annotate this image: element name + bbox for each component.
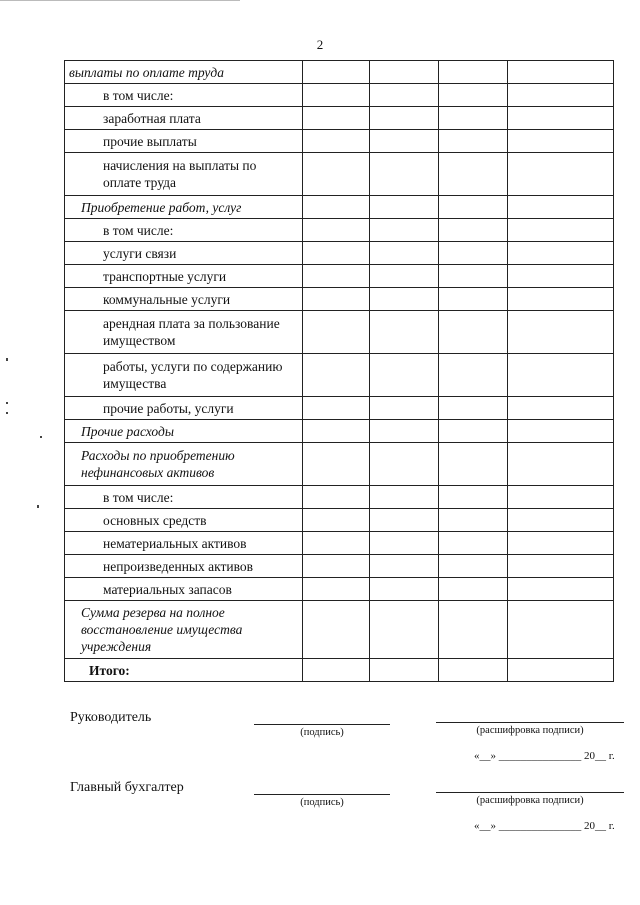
table-row [65,130,614,153]
value-cell[interactable] [303,265,370,288]
table-row [65,555,614,578]
value-cell[interactable] [370,153,439,196]
value-cell[interactable] [370,532,439,555]
table-row [65,578,614,601]
table-row [65,265,614,288]
row-label: транспортные услуги [65,265,303,288]
value-cell[interactable] [370,196,439,219]
row-label: материальных запасов [65,578,303,601]
value-cell[interactable] [303,532,370,555]
row-label: заработная плата [65,107,303,130]
table-row [65,532,614,555]
table-row [65,311,614,354]
value-cell[interactable] [439,532,508,555]
value-cell[interactable] [439,107,508,130]
value-cell[interactable] [439,578,508,601]
table-row [65,107,614,130]
value-cell[interactable] [439,443,508,486]
value-cell[interactable] [439,397,508,420]
row-label: Итого: [65,659,303,682]
value-cell[interactable] [303,288,370,311]
row-label: непроизведенных активов [65,555,303,578]
value-cell[interactable] [439,153,508,196]
value-cell[interactable] [508,578,614,601]
value-cell[interactable] [439,311,508,354]
value-cell[interactable] [370,84,439,107]
chief-accountant-decoding-line[interactable] [436,792,624,793]
value-cell[interactable] [508,532,614,555]
table-row [65,219,614,242]
table-row [65,153,614,196]
table-row [65,288,614,311]
value-cell[interactable] [370,107,439,130]
value-cell[interactable] [370,578,439,601]
table-row [65,509,614,532]
value-cell[interactable] [508,420,614,443]
value-cell[interactable] [370,555,439,578]
value-cell[interactable] [508,196,614,219]
value-cell[interactable] [508,107,614,130]
value-cell[interactable] [370,509,439,532]
value-cell[interactable] [439,659,508,682]
scan-mark [40,436,42,438]
value-cell[interactable] [508,130,614,153]
value-cell[interactable] [303,311,370,354]
value-cell[interactable] [508,311,614,354]
value-cell[interactable] [303,486,370,509]
value-cell[interactable] [303,130,370,153]
value-cell[interactable] [508,443,614,486]
row-label: Приобретение работ, услуг [65,196,303,219]
row-label: нематериальных активов [65,532,303,555]
row-label: выплаты по оплате труда [65,61,303,84]
value-cell[interactable] [370,219,439,242]
value-cell[interactable] [370,601,439,659]
value-cell[interactable] [303,555,370,578]
value-cell[interactable] [508,555,614,578]
value-cell[interactable] [439,420,508,443]
row-label: коммунальные услуги [65,288,303,311]
row-label: арендная плата за пользование имуществом [65,311,303,354]
chief-accountant-date-field[interactable]: «__» _______________ 20__ г. [474,820,615,832]
value-cell[interactable] [370,354,439,397]
value-cell[interactable] [370,130,439,153]
chief-accountant-signature-line[interactable] [254,794,390,795]
value-cell[interactable] [303,61,370,84]
scan-top-rule [0,0,240,1]
scan-mark [6,358,8,361]
head-signature-line[interactable] [254,724,390,725]
value-cell[interactable] [508,84,614,107]
value-cell[interactable] [370,659,439,682]
value-cell[interactable] [303,659,370,682]
row-label: Прочие расходы [65,420,303,443]
chief-accountant-signature-caption: (подпись) [300,797,344,808]
row-label: начисления на выплаты по оплате труда [65,153,303,196]
value-cell[interactable] [303,219,370,242]
head-decoding-caption: (расшифровка подписи) [476,725,584,736]
value-cell[interactable] [439,354,508,397]
value-cell[interactable] [303,601,370,659]
scan-mark [37,505,39,508]
table-row [65,84,614,107]
value-cell[interactable] [303,443,370,486]
scan-mark [6,402,8,404]
value-cell[interactable] [303,397,370,420]
table-row [65,61,614,84]
value-cell[interactable] [370,397,439,420]
value-cell[interactable] [303,153,370,196]
row-label: прочие работы, услуги [65,397,303,420]
value-cell[interactable] [508,242,614,265]
value-cell[interactable] [508,61,614,84]
row-label: в том числе: [65,219,303,242]
value-cell[interactable] [370,288,439,311]
value-cell[interactable] [370,265,439,288]
value-cell[interactable] [303,578,370,601]
value-cell[interactable] [508,486,614,509]
table-row [65,601,614,659]
value-cell[interactable] [370,61,439,84]
value-cell[interactable] [439,509,508,532]
row-label: прочие выплаты [65,130,303,153]
value-cell[interactable] [303,509,370,532]
row-label: услуги связи [65,242,303,265]
value-cell[interactable] [439,219,508,242]
page-number: 2 [316,37,324,52]
value-cell[interactable] [303,354,370,397]
scan-mark [6,412,8,414]
head-date-field[interactable]: «__» _______________ 20__ г. [474,750,615,762]
value-cell[interactable] [303,107,370,130]
value-cell[interactable] [439,601,508,659]
row-label: работы, услуги по содержанию имущества [65,354,303,397]
row-label: в том числе: [65,486,303,509]
table-row [65,242,614,265]
value-cell[interactable] [508,219,614,242]
table-row [65,354,614,397]
value-cell[interactable] [439,555,508,578]
table-row [65,420,614,443]
value-cell[interactable] [508,509,614,532]
value-cell[interactable] [370,420,439,443]
row-label: Расходы по приобретению нефинансовых активов [65,443,303,486]
head-signature-caption: (подпись) [300,727,344,738]
value-cell[interactable] [370,311,439,354]
value-cell[interactable] [370,443,439,486]
value-cell[interactable] [439,196,508,219]
value-cell[interactable] [439,130,508,153]
value-cell[interactable] [303,420,370,443]
table-row [65,196,614,219]
value-cell[interactable] [303,84,370,107]
value-cell[interactable] [508,153,614,196]
table-row [65,659,614,682]
value-cell[interactable] [439,486,508,509]
value-cell[interactable] [439,61,508,84]
value-cell[interactable] [439,288,508,311]
chief-accountant-title: Главный бухгалтер [70,780,184,795]
table-row [65,486,614,509]
expenses-table [64,60,614,682]
value-cell[interactable] [303,242,370,265]
value-cell[interactable] [439,265,508,288]
value-cell[interactable] [508,397,614,420]
row-label: Сумма резерва на полное восстановление имущества учреждения [65,601,303,659]
table-row [65,443,614,486]
row-label: в том числе: [65,84,303,107]
value-cell[interactable] [508,601,614,659]
value-cell[interactable] [370,242,439,265]
chief-accountant-decoding-caption: (расшифровка подписи) [476,795,584,806]
value-cell[interactable] [508,659,614,682]
value-cell[interactable] [508,354,614,397]
row-label: основных средств [65,509,303,532]
value-cell[interactable] [439,84,508,107]
table-row [65,397,614,420]
head-decoding-line[interactable] [436,722,624,723]
head-title: Руководитель [70,710,152,725]
value-cell[interactable] [303,196,370,219]
value-cell[interactable] [508,288,614,311]
value-cell[interactable] [439,242,508,265]
value-cell[interactable] [508,265,614,288]
value-cell[interactable] [370,486,439,509]
